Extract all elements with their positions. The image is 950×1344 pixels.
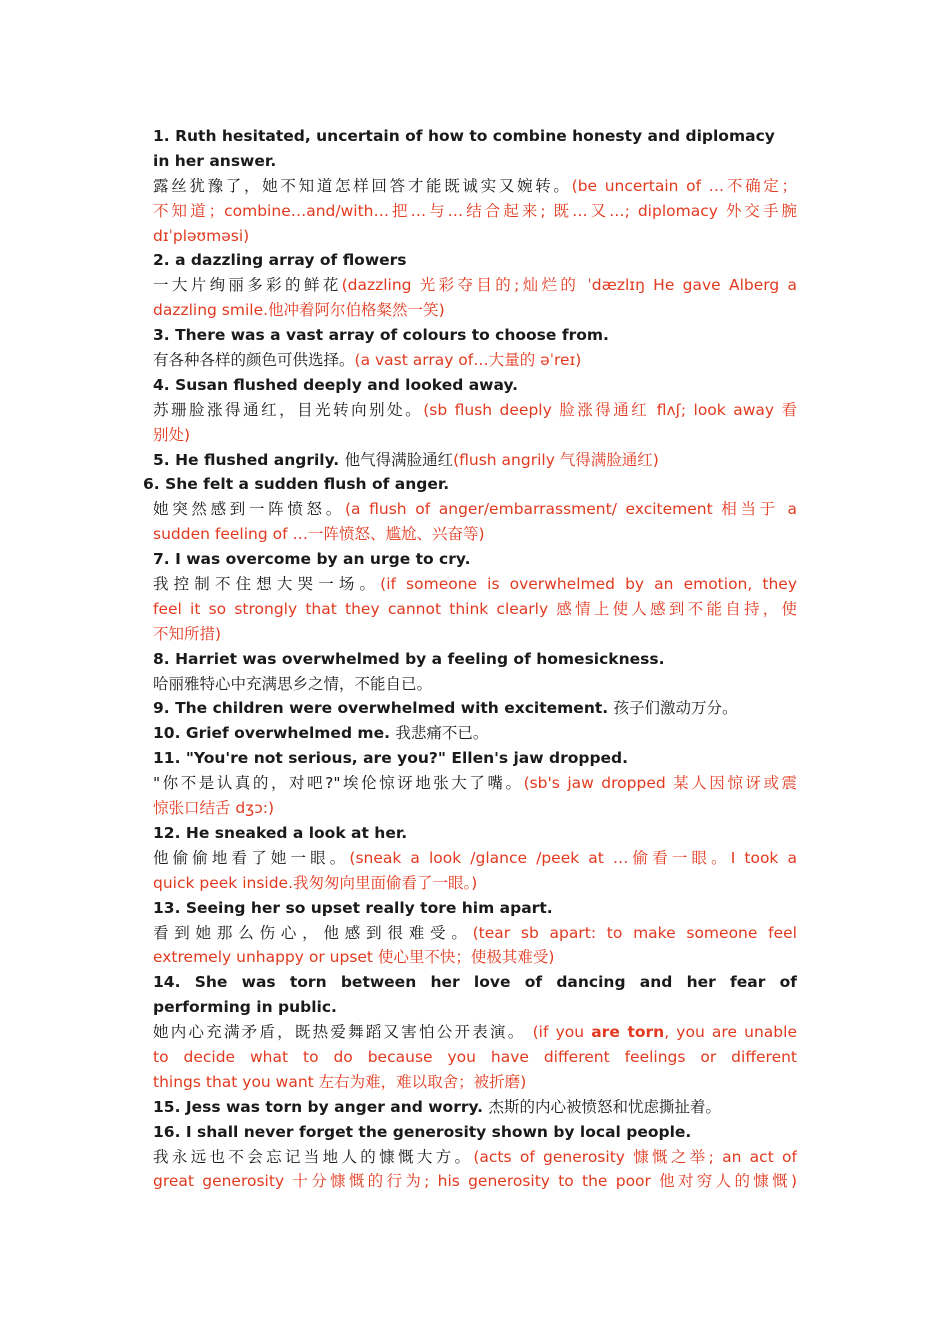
example-sentence: 12. He sneaked a look at her. [153,823,408,842]
entry-line [153,696,797,721]
entry-line [153,995,797,1020]
note-text: , you are unable [664,1023,797,1042]
entry-line [153,199,797,224]
entry-line [153,821,797,846]
entry-line [153,896,797,921]
example-sentence: 11. "You're not serious, are you?" Ellen's jaw dropped. [153,749,629,768]
example-sentence: 2. a dazzling array of flowers [153,251,407,270]
entry-12 [153,746,797,821]
note-text: quick peek inside.我匆匆向里面偷看了一眼。) [153,873,478,892]
chinese-translation: 杰斯的内心被愤怒和忧虑撕扯着。 [488,1097,721,1116]
note-text: (tear sb apart: to make someone feel [472,923,797,942]
note-text: 不知道；combine…and/with…把…与…结合起来; 既…又…; diplomacy 外交手腕 [153,201,797,220]
example-sentence: 14. She was torn between her love of dancing and her fear of [153,973,797,992]
note-text: sudden feeling of …一阵愤怒、尴尬、兴奋等) [153,525,485,544]
entry-10 [153,696,797,721]
entry-line [153,547,797,572]
note-text: dɪˈpləʊməsi) [153,226,250,245]
note-text: (a vast array of…大量的 əˈreɪ) [354,351,582,370]
example-sentence: 15. Jess was torn by anger and worry. [153,1097,489,1116]
entry-line [153,273,797,298]
entry-line [153,1120,797,1145]
entry-8 [153,547,797,647]
note-text: are torn [591,1023,665,1042]
chinese-translation: 我永远也不会忘记当地人的慷慨大方。 [153,1147,474,1166]
note-text: feel it so strongly that they cannot think clearly 感情上使人感到不能自持，使 [153,599,797,618]
note-text: (sneak a look /glance /peek at …偷看一眼。I took a [349,848,797,867]
entry-line [153,224,797,249]
example-sentence: in her answer. [153,151,277,170]
note-text: (if you [532,1023,592,1042]
entry-17 [153,1120,797,1195]
chinese-translation: 她内心充满矛盾，既热爱舞蹈又害怕公开表演。 [153,1023,533,1042]
entry-line [153,1095,797,1120]
chinese-translation: 露丝犹豫了，她不知道怎样回答才能既诚实又婉转。 [153,176,572,195]
entry-line [153,572,797,597]
entry-line [153,1045,797,1070]
entry-1 [153,124,797,248]
entry-line [153,1169,797,1194]
note-text: (dazzling 光彩夺目的;灿烂的 ˈdæzlɪŋ He gave Alberg a [341,276,797,295]
entry-line [153,448,797,473]
entry-line [153,497,797,522]
entry-line [153,423,797,448]
chinese-translation: 他气得满脸通红 [344,450,454,469]
entry-line [153,846,797,871]
entry-line [153,1145,797,1170]
entry-line [153,622,797,647]
example-sentence: 16. I shall never forget the generosity shown by local people. [153,1122,692,1141]
note-text: (be uncertain of …不确定； [571,176,797,195]
note-text: extremely unhappy or upset 使心里不快；使极其难受) [153,948,555,967]
example-sentence: 5. He flushed angrily. [153,450,345,469]
entry-line [153,398,797,423]
entry-line [153,348,797,373]
entry-line [153,149,797,174]
chinese-translation: 看到她那么伤心，他感到很难受。 [153,923,473,942]
entry-4 [153,373,797,448]
entry-line [153,721,797,746]
entry-line [153,796,797,821]
note-text: (sb's jaw dropped 某人因惊讶或震 [523,774,797,793]
chinese-translation: 有各种各样的颜色可供选择。 [153,351,355,370]
entry-line [153,248,797,273]
note-text: (if someone is overwhelmed by an emotion, they [380,575,797,594]
note-text: 惊张口结舌 dʒɔ:) [153,799,275,818]
entry-13 [153,821,797,896]
note-text: dazzling smile.他冲着阿尔伯格粲然一笑) [153,301,445,320]
chinese-translation: 孩子们激动万分。 [613,699,738,718]
example-sentence: 13. Seeing her so upset really tore him apart. [153,898,553,917]
entry-line [153,921,797,946]
note-text: (flush angrily 气得满脸通红) [453,450,659,469]
entry-line [153,746,797,771]
entry-line [153,373,797,398]
entry-line [153,1070,797,1095]
entry-line [153,771,797,796]
note-text: things that you want 左右为难，难以取舍；被折磨) [153,1072,527,1091]
note-text: to decide what to do because you have different feelings or different [153,1047,797,1066]
entry-line [153,174,797,199]
entry-7 [153,497,797,547]
entry-line [153,672,797,697]
entry-5 [153,448,797,473]
chinese-translation: "你不是认真的，对吧?"埃伦惊讶地张大了嘴。 [153,774,524,793]
chinese-translation: 他偷偷地看了她一眼。 [153,848,350,867]
chinese-translation: 她突然感到一阵愤怒。 [153,500,345,519]
vocabulary-document [143,124,797,1194]
chinese-translation: 我控制不住想大哭一场。 [153,575,381,594]
example-sentence: 4. Susan flushed deeply and looked away. [153,375,519,394]
example-sentence: 3. There was a vast array of colours to choose from. [153,326,609,345]
entry-line [153,945,797,970]
example-sentence: 9. The children were overwhelmed with excitement. [153,699,614,718]
note-text: 不知所措) [153,624,222,643]
entry-line [153,647,797,672]
entry-9 [153,647,797,697]
note-text: great generosity 十分慷慨的行为; his generosity to the poor 他对穷人的慷慨) [153,1172,797,1191]
entry-line [153,124,797,149]
entry-line [143,472,797,497]
note-text: 别处) [153,425,191,444]
entry-6 [143,472,797,497]
entry-16 [153,1095,797,1120]
entry-line [153,597,797,622]
entry-3 [153,323,797,373]
entry-11 [153,721,797,746]
entry-line [153,1020,797,1045]
entry-15 [153,970,797,1094]
note-text: (acts of generosity 慷慨之举; an act of [473,1147,797,1166]
entry-2 [153,248,797,323]
chinese-translation: 哈丽雅特心中充满思乡之情，不能自已。 [153,674,433,693]
chinese-translation: 一大片绚丽多彩的鲜花 [153,276,342,295]
example-sentence: 7. I was overcome by an urge to cry. [153,550,471,569]
entry-line [153,871,797,896]
chinese-translation: 苏珊脸涨得通红，目光转向别处。 [153,400,424,419]
note-text: (a flush of anger/embarrassment/ excitement 相当于 a [344,500,797,519]
entry-line [153,323,797,348]
example-sentence: performing in public. [153,998,337,1017]
entry-line [153,970,797,995]
entry-14 [153,896,797,971]
example-sentence: 6. She felt a sudden flush of anger. [143,475,450,494]
chinese-translation: 我悲痛不已。 [395,724,489,743]
entry-line [153,522,797,547]
example-sentence: 8. Harriet was overwhelmed by a feeling of homesickness. [153,649,665,668]
note-text: (sb flush deeply 脸涨得通红 flʌʃ; look away 看 [423,400,797,419]
example-sentence: 1. Ruth hesitated, uncertain of how to combine honesty and diplomacy [153,127,775,145]
example-sentence: 10. Grief overwhelmed me. [153,724,396,743]
entry-line [153,298,797,323]
